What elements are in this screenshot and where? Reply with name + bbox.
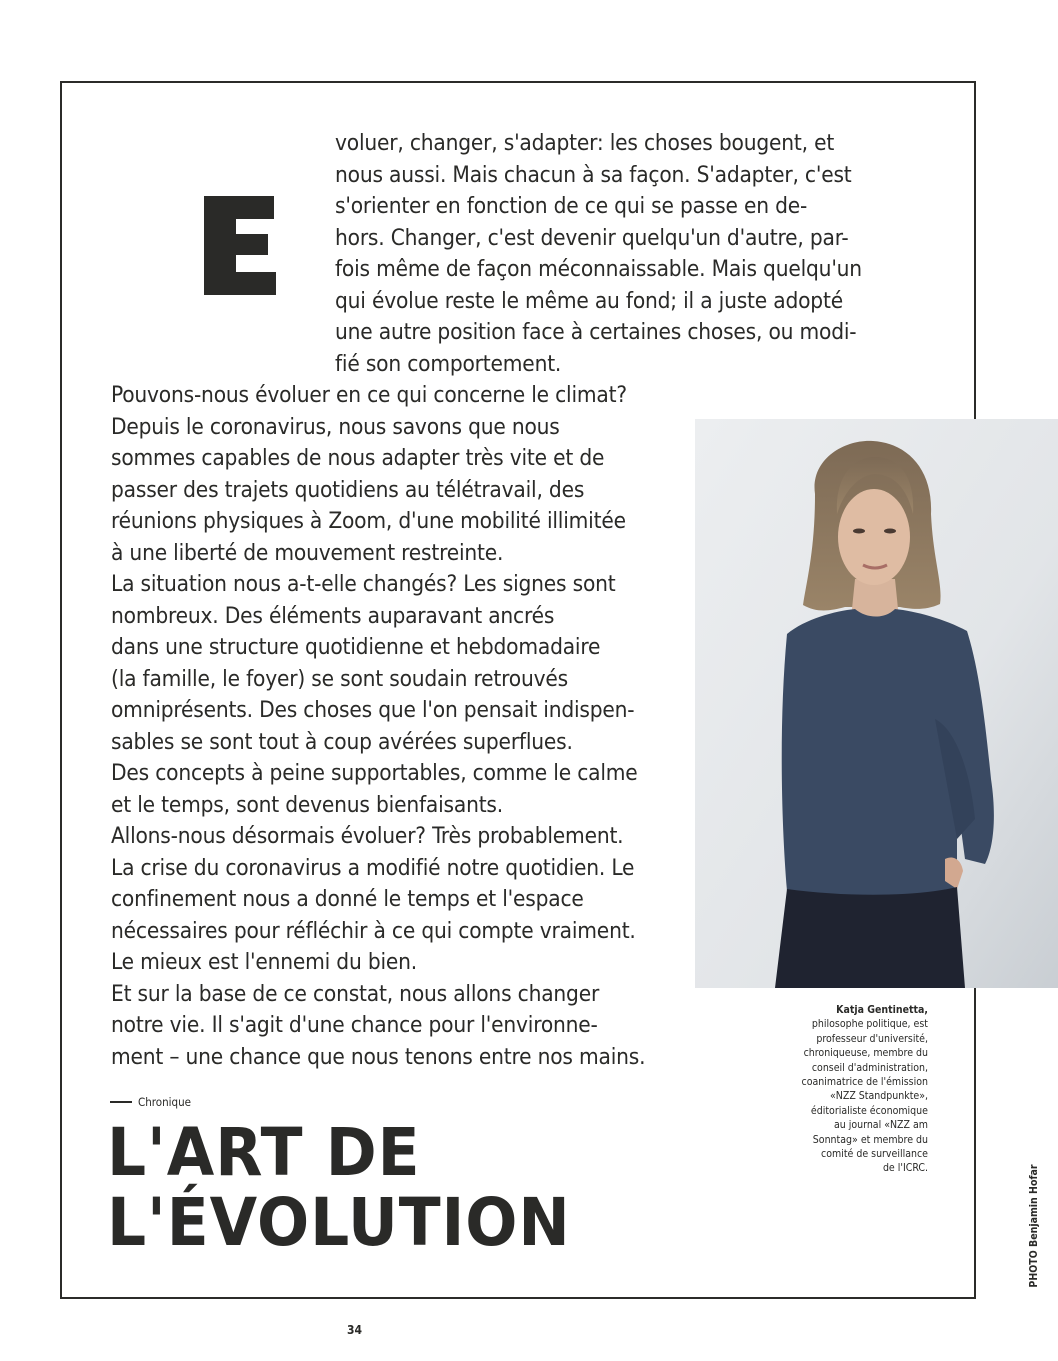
text-line: à une liberté de mouvement restreinte. [111,539,504,566]
caption-name: Katja Gentinetta, [836,1004,928,1016]
text-line: Le mieux est l'ennemi du bien. [111,949,418,975]
text-line: confinement nous a donné le temps et l'espace [111,886,584,912]
text-line: nécessaires pour réfléchir à ce qui compte vraiment. [111,917,636,944]
text-line: nombreux. Des éléments auparavant ancrés [111,602,555,629]
text-line: Et sur la base de ce constat, nous allons changer [111,980,600,1007]
text-line: qui évolue reste le même au fond; il a juste adopté [335,287,843,314]
text-line: La crise du coronavirus a modifié notre quotidien. Le [111,854,635,881]
text-line: Pouvons-nous évoluer en ce qui concerne le climat? [111,382,627,408]
caption-line: «NZZ Standpunkte», [830,1090,928,1103]
text-line: s'orienter en fonction de ce qui se passe en de- [335,193,808,219]
text-line: Depuis le coronavirus, nous savons que nous [111,413,560,440]
text-line: dans une structure quotidienne et hebdomadaire [111,634,601,660]
caption-line: philosophe politique, est [811,1018,928,1031]
text-line: Des concepts à peine supportables, comme le calme [111,760,638,786]
drop-cap [204,196,276,295]
article-title [107,1114,571,1261]
caption-line: de l'ICRC. [882,1162,928,1175]
caption-line: chroniqueuse, membre du [803,1047,928,1060]
kicker-label: Chronique [138,1095,192,1109]
text-line: nous aussi. Mais chacun à sa façon. S'adapter, c'est [335,161,852,188]
text-line: (la famille, le foyer) se sont soudain retrouvés [111,665,568,692]
text-line: et le temps, sont devenus bienfaisants. [111,791,504,818]
intro-paragraph [335,128,935,380]
caption-line: comité de surveillance [821,1148,928,1161]
text-line: sommes capables de nous adapter très vite et de [111,445,605,471]
text-line: sables se sont tout à coup avérées superflues. [111,728,573,755]
portrait-photo [695,419,1058,988]
text-line: omniprésents. Des choses que l'on pensait indispen- [111,697,635,723]
text-line: réunions physiques à Zoom, d'une mobilité illimitée [111,508,626,534]
text-line: hors. Changer, c'est devenir quelqu'un d'autre, par- [335,224,849,251]
text-line: Allons-nous désormais évoluer? Très probablement. [111,823,624,849]
caption-line: professeur d'université, [816,1032,928,1045]
section-kicker [110,1095,191,1109]
caption-line: coanimatrice de l'émission [801,1076,928,1089]
title-line: L'ÉVOLUTION [107,1184,571,1261]
caption-line: éditorialiste économique [810,1104,928,1117]
body-text [111,380,701,1073]
text-line: passer des trajets quotidiens au télétravail, des [111,476,585,503]
text-line: fois même de façon méconnaissable. Mais quelqu'un [335,256,862,282]
caption-line: Sonntag» et membre du [812,1133,928,1146]
text-line: voluer, changer, s'adapter: les choses bougent, et [335,130,835,156]
text-line: ment – une chance que nous tenons entre nos mains. [111,1043,646,1070]
text-line: fié son comportement. [335,350,562,377]
photo-credit: PHOTO Benjamin Hofar [1028,1164,1040,1288]
caption-line: conseil d'administration, [811,1061,928,1074]
text-line: une autre position face à certaines choses, ou modi- [335,319,857,345]
text-line: La situation nous a-t-elle changés? Les signes sont [111,571,616,597]
dash-rule [110,1101,132,1103]
title-line: L'ART DE [107,1114,421,1191]
photo-caption [740,1003,928,1176]
text-line: notre vie. Il s'agit d'une chance pour l'environne- [111,1012,598,1038]
page-number: 34 [347,1323,363,1337]
caption-line: au journal «NZZ am [833,1119,928,1132]
